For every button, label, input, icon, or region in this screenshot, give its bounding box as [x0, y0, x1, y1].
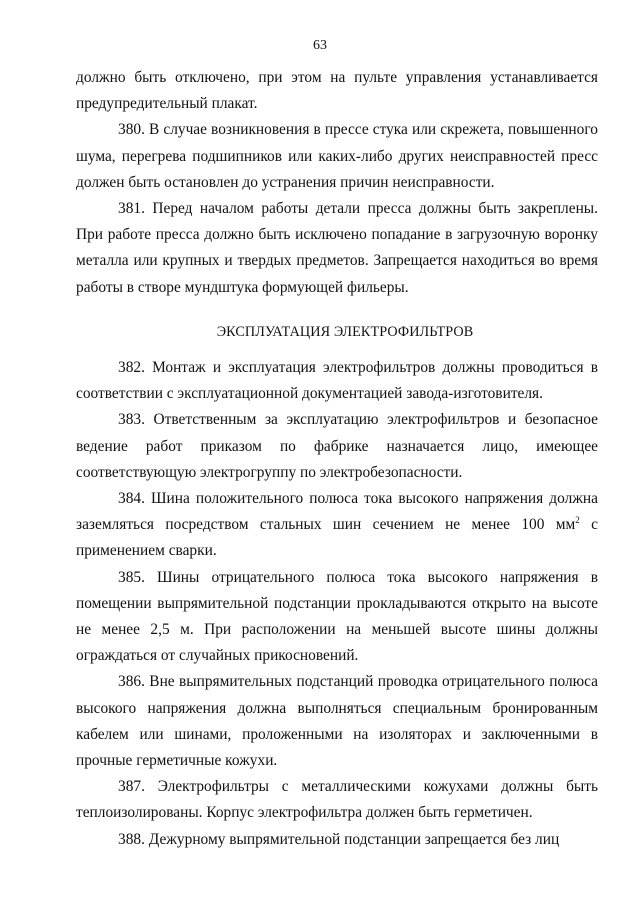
paragraph-380: 380. В случае возникновения в прессе стука или скрежета, повышенного шума, перегрева подшипников или каких-либо других неисправностей пресс должен быть остановлен до устранения причин неисправности.: [76, 121, 598, 191]
paragraph-388: 388. Дежурному выпрямительной подстанции запрещается без лиц: [118, 830, 560, 848]
paragraph-382: 382. Монтаж и эксплуатация электрофильтров должны проводиться в соответствии с эксплуатационной документацией завода-изготовителя.: [76, 359, 598, 403]
page-number: 63: [313, 38, 327, 53]
paragraph-384: [76, 486, 598, 565]
superscript-two: 2: [575, 515, 580, 526]
paragraph-386: 386. Вне выпрямительных подстанций проводка отрицательного полюса высокого напряжения должна выполняться специальным бронированным кабелем или шинами, проложенными на изоляторах и заключенными в прочные герметичные кожухи.: [76, 673, 598, 770]
paragraph-384-tail: с применением сварки.: [76, 516, 598, 560]
paragraph-continuation: должно быть отключено, при этом на пульте управления устанавливается предупредительный плакат.: [76, 69, 598, 113]
paragraph-383: 383. Ответственным за эксплуатацию электрофильтров и безопасное ведение работ приказом по фабрике назначается лицо, имеющее соответствующую электрогруппу по электробезопасности.: [76, 411, 598, 481]
section-heading: ЭКСПЛУАТАЦИЯ ЭЛЕКТРОФИЛЬТРОВ: [216, 323, 474, 340]
paragraph-381: 381. Перед началом работы детали пресса должны быть закреплены. При работе пресса должно быть исключено попадание в загрузочную воронку металла или крупных и твердых предметов. Запрещается находиться во время работы в створе мундштука формующей фильеры.: [76, 200, 598, 296]
document-body: [76, 65, 598, 853]
paragraph-387: 387. Электрофильтры с металлическими кожухами должны быть теплоизолированы. Корпус электрофильтра должен быть герметичен.: [76, 778, 598, 822]
paragraph-385: 385. Шины отрицательного полюса тока высокого напряжения в помещении выпрямительной подстанции прокладываются открыто на высоте не менее 2,5 м. При расположении на меньшей высоте шины должны ограждаться от случайных прикосновений.: [76, 568, 598, 665]
paragraph-384-text: 384. Шина положительного полюса тока высокого напряжения должна заземляться посредством стальных шин сечением не менее 100 мм: [76, 490, 598, 534]
